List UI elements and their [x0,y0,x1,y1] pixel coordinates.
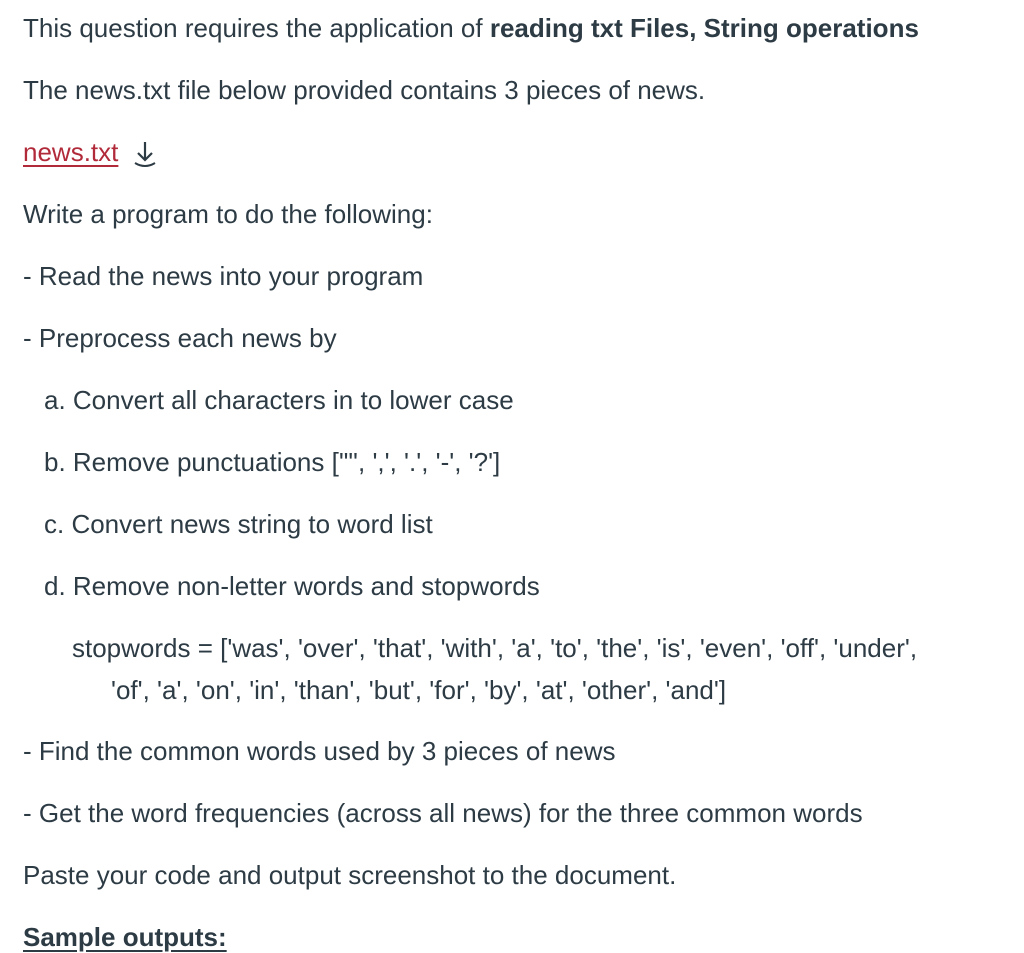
substep-c: c. Convert news string to word list [44,509,433,539]
sample-outputs-heading: Sample outputs: [23,922,227,952]
stopwords-line-1: stopwords = ['was', 'over', 'that', 'with', 'a', 'to', 'the', 'is', 'even', 'off', 'under', [72,633,918,663]
news-file-link[interactable]: news.txt [23,137,119,167]
intro-emphasis: reading txt Files, String operations [489,13,919,43]
substep-b: b. Remove punctuations ['"', ',', '.', '-', '?'] [44,447,501,477]
substep-a: a. Convert all characters in to lower case [44,385,514,415]
step-word-frequencies: - Get the word frequencies (across all news) for the three common words [23,798,863,828]
step-preprocess: - Preprocess each news by [23,323,337,353]
file-link-row [23,137,158,169]
download-icon[interactable] [132,139,158,169]
task-heading: Write a program to do the following: [23,199,433,229]
intro-prefix: This question requires the application of [23,13,490,43]
step-read: - Read the news into your program [23,261,424,291]
stopwords-line-2: 'of', 'a', 'on', 'in', 'than', 'but', 'for', 'by', 'at', 'other', 'and'] [111,675,727,705]
intro-paragraph [23,13,919,44]
substep-d: d. Remove non-letter words and stopwords [44,571,540,601]
step-common-words: - Find the common words used by 3 pieces of news [23,736,616,766]
file-description: The news.txt file below provided contains 3 pieces of news. [23,75,706,105]
paste-instruction: Paste your code and output screenshot to the document. [23,860,677,890]
